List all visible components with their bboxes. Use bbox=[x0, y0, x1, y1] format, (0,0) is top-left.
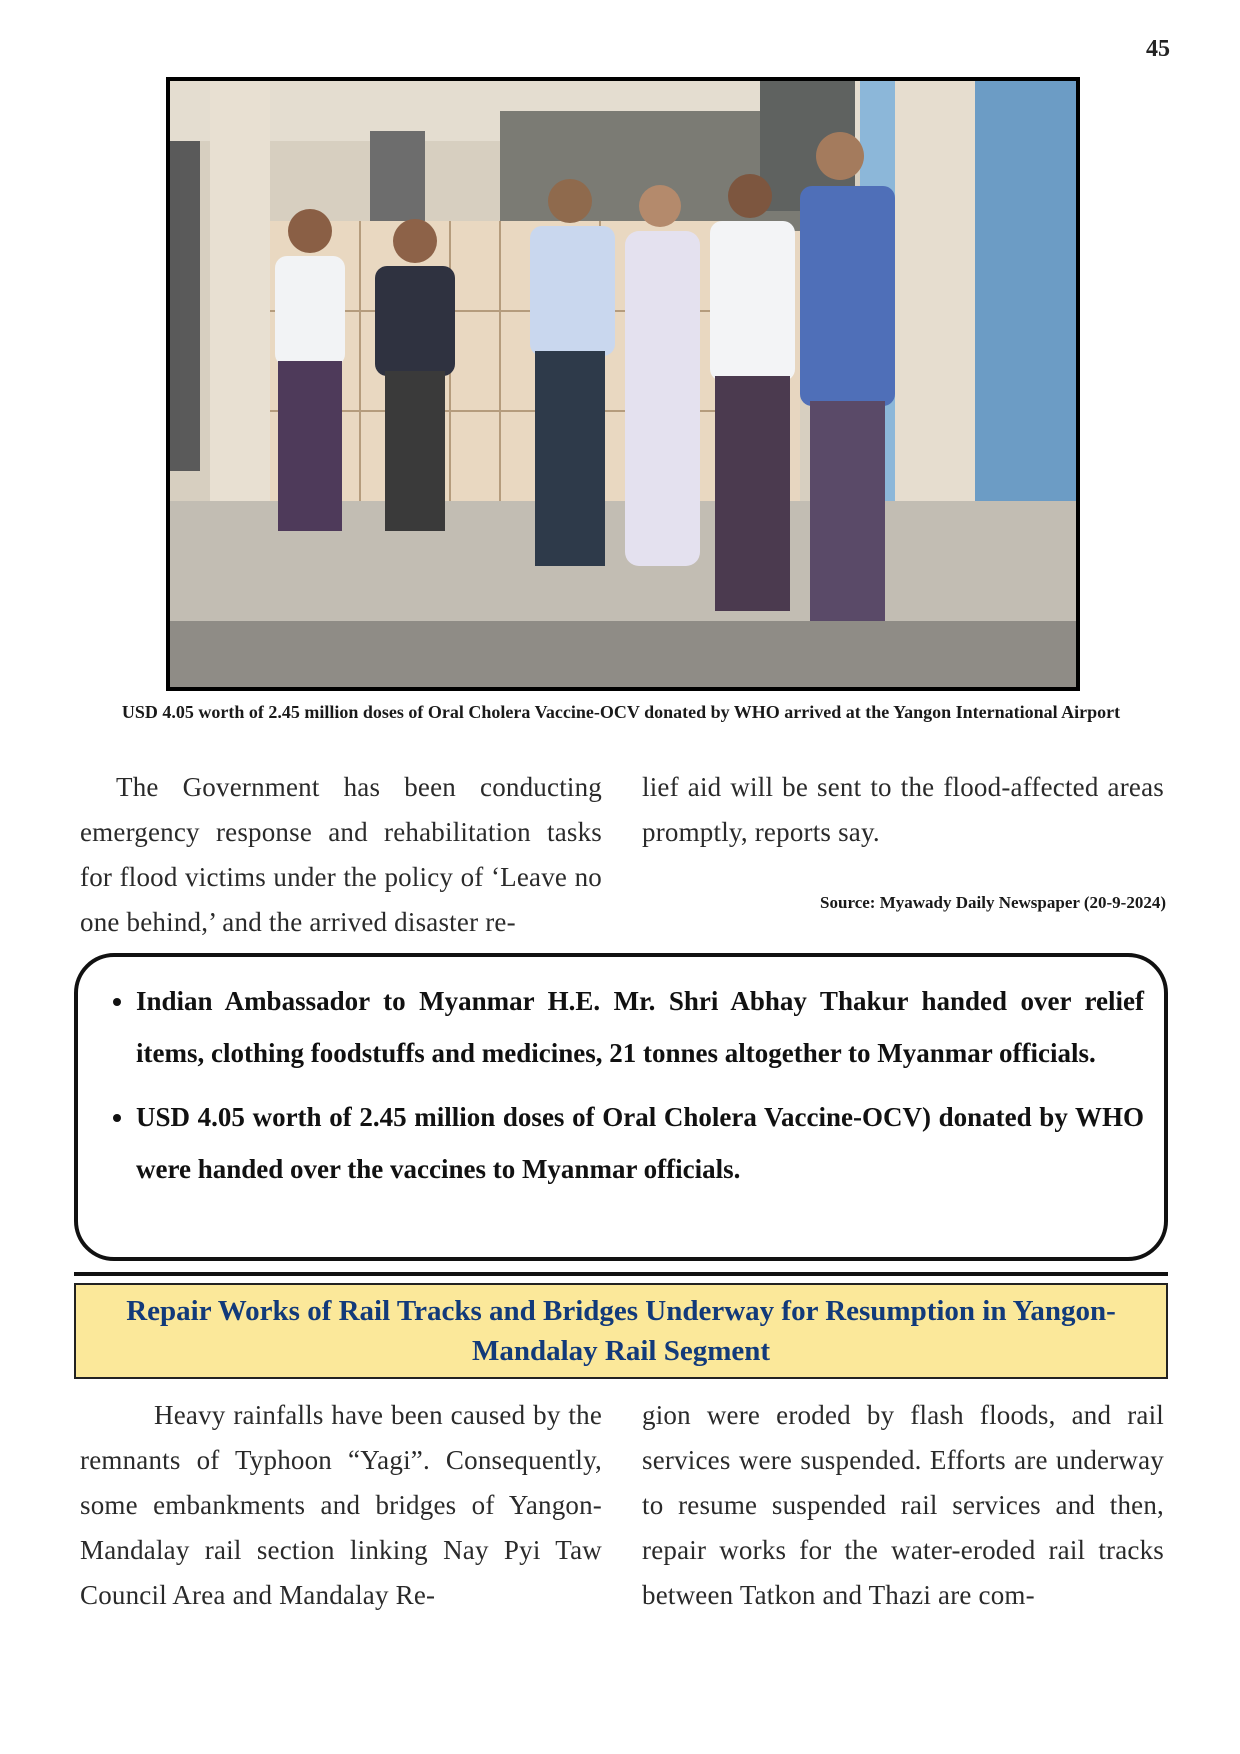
photo-caption: USD 4.05 worth of 2.45 million doses of Oral Cholera Vaccine-OCV donated by WHO arrived at the Yangon International Airport bbox=[121, 702, 1121, 722]
highlights-box bbox=[74, 953, 1168, 1261]
article1-column-2 bbox=[642, 765, 1164, 855]
highlight-item: • Indian Ambassador to Myanmar H.E. Mr. Shri Abhay Thakur handed over relief items, clothing foodstuffs and medicines, 21 tonnes altogether to Myanmar officials. bbox=[136, 975, 1144, 1079]
highlights-list bbox=[78, 957, 1164, 1195]
article1-paragraph-continued: lief aid will be sent to the flood-affected areas promptly, reports say. bbox=[642, 772, 1164, 847]
article1-column-1 bbox=[80, 765, 602, 945]
source-credit: Source: Myawady Daily Newspaper (20-9-2024) bbox=[820, 893, 1166, 912]
article2-paragraph: Heavy rainfalls have been caused by the remnants of Typhoon “Yagi”. Consequently, some embankments and bridges of Yangon-Mandalay rail section linking Nay Pyi Taw Council Area and Mandalay Re- bbox=[80, 1400, 602, 1610]
article2-headline: Repair Works of Rail Tracks and Bridges Underway for Resumption in Yangon-Mandalay Rail Segment bbox=[126, 1295, 1116, 1367]
news-photo bbox=[166, 77, 1080, 691]
article2-column-1 bbox=[80, 1393, 602, 1618]
page-number: 45 bbox=[1146, 36, 1170, 62]
section-divider bbox=[74, 1272, 1168, 1276]
highlight-item: • USD 4.05 worth of 2.45 million doses of Oral Cholera Vaccine-OCV) donated by WHO were handed over the vaccines to Myanmar officials. bbox=[136, 1091, 1144, 1195]
article1-paragraph: The Government has been conducting emergency response and rehabilitation tasks for flood victims under the policy of ‘Leave no one behind,’ and the arrived disaster re- bbox=[80, 772, 602, 937]
article2-paragraph-continued: gion were eroded by flash floods, and rail services were suspended. Efforts are underway to resume suspended rail services and then, repair works for the water-eroded rail tracks between Tatkon and Thazi are com- bbox=[642, 1400, 1164, 1610]
headline-banner bbox=[74, 1283, 1168, 1379]
article2-column-2 bbox=[642, 1393, 1164, 1618]
